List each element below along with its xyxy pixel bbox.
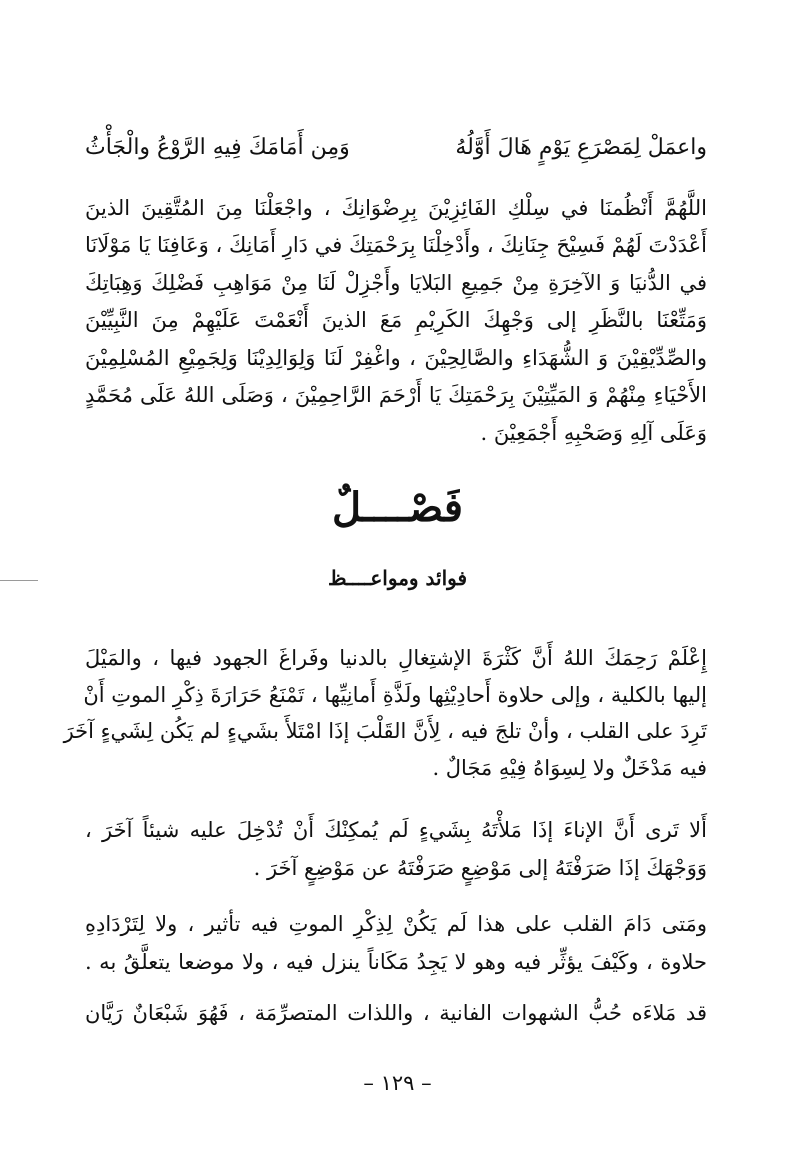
paragraph-line: إليها بالكلية ، وإلى حلاوة أَحادِيْثِها ولَذَّةِ أَمانِيِّها ، تَمْنَعُ حَرَارَةَ ذِكْرِ الموتِ أَنْ — [83, 683, 707, 707]
page-number: – ١٢٩ – — [363, 1071, 432, 1095]
prayer-line: الأَحْيَاءِ مِنْهُمْ وَ المَيِّتِيْنَ بِرَحْمَتِكَ يَا أَرْحَمَ الرَّاحِمِيْنَ ، وَصَلَى اللهُ عَلَى مُحَمَّدٍ — [85, 383, 707, 407]
poem-verse — [85, 128, 707, 168]
paragraph-line: حلاوة ، وكَيْفَ يؤثِّر فيه وهو لا يَجِدُ مَكَاناً ينزل فيه ، ولا موضعا يتعلَّقُ به . — [85, 950, 707, 974]
paragraph-line: ومَتى دَامَ القلب على هذا لَم يَكُنْ لِذِكْرِ الموتِ فيه تأثير ، ولا لِتَرْدَادِهِ — [85, 912, 707, 936]
margin-rule — [0, 580, 38, 581]
paragraph-line: إِعْلَمْ رَحِمَكَ اللهُ أَنَّ كَثْرَةَ الإشتِغالِ بالدنيا وفَراغَ الجهود فيها ، والمَيْلَ — [85, 646, 707, 670]
verse-second-hemistich: وَمِن أَمَامَكَ فِيهِ الرَّوْعُ والْجَأْثُ — [85, 135, 350, 160]
paragraph-line: أَلا تَرى أَنَّ الإناءَ إذَا مَلأْتَهُ بِشَيءٍ لَم يُمكِنْكَ أَنْ تُدْخِلَ عليه شيئاً آخَرَ ، — [85, 818, 707, 842]
prayer-line: أَعْدَدْتَ لَهُمْ فَسِيْحَ جِنَانِكَ ، وأَدْخِلْنَا بِرَحْمَتِكَ في دَارِ أَمَانِكَ ، وَعَافِنَا يَا مَوْلَانَا — [85, 233, 707, 257]
prayer-line: والصِّدِّيْقِيْنَ وَ الشُّهَدَاءِ والصَّالِحِيْنَ ، واغْفِرْ لَنَا وَلِوَالِدِيْنَا وَلِجَمِيْعِ المُسْلِمِيْنَ — [85, 346, 707, 370]
paragraph-line: قد مَلاءَه حُبُّ الشهوات الفانية ، واللذات المتصرِّمَة ، فَهُوَ شَبْعَانٌ رَيَّان — [85, 1001, 707, 1025]
section-subtitle: فوائد ومواعــــظ — [327, 566, 468, 590]
prayer-line: وَعَلَى آلِهِ وَصَحْبِهِ أَجْمَعِيْنَ . — [480, 421, 707, 445]
section-title: فَصْــــلٌ — [332, 484, 463, 531]
prayer-line: اللَّهُمَّ أَنْظُمنَا في سِلْكِ الفَائِزِيْنَ بِرِضْوَانِكَ ، واجْعَلْنَا مِنَ المُتَّقِينَ الذينَ — [85, 196, 707, 220]
prayer-line: وَمَتِّعْنَا بالنَّظَرِ إلى وَجْهِكَ الكَرِيْمِ مَعَ الذينَ أَنْعَمْتَ عَلَيْهِمْ مِنَ النَّبِيِّيْنَ — [85, 308, 707, 332]
paragraph-line: فيه مَدْخَلٌ ولا لِسِوَاهُ فِيْهِ مَجَالٌ . — [432, 756, 707, 780]
paragraph-line: وَوَجْهَكَ إذَا صَرَفْتَهُ إلى مَوْضِعٍ صَرَفْتَهُ عن مَوْضِعٍ آخَرَ . — [253, 856, 707, 880]
verse-first-hemistich: واعمَلْ لِمَصْرَعِ يَوْمٍ هَالَ أَوَّلُهُ — [455, 135, 707, 160]
prayer-line: في الدُّنيَا وَ الآخِرَةِ مِنْ جَمِيعِ البَلايَا وأَجْزِلْ لَنَا مِنْ مَوَاهِبِ فَضْلِكَ وَهِبَاتِكَ — [85, 271, 707, 295]
paragraph-line: تَرِدَ على القلب ، وأنْ تلجَ فيه ، لِأَنَّ القَلْبَ إذَا امْتَلأَ بشَيءٍ لم يَكُن لِشَيءٍ آخَرَ — [63, 719, 707, 743]
